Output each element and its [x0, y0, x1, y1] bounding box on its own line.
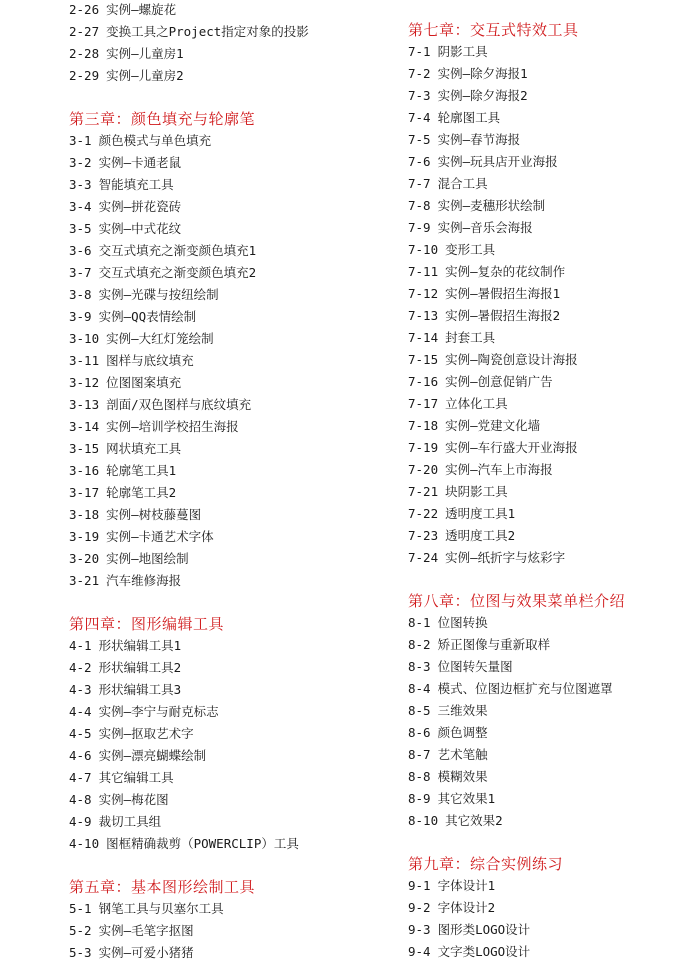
- lesson-number: 4-5: [69, 726, 92, 741]
- lesson-number: 3-2: [69, 155, 92, 170]
- toc-item: [69, 548, 399, 570]
- lesson-number: 7-4: [408, 110, 431, 125]
- lesson-title: 变形工具: [445, 242, 496, 257]
- toc-item: [408, 173, 700, 195]
- lesson-number: 5-2: [69, 923, 92, 938]
- toc-item: [408, 393, 700, 415]
- lesson-title: 实例—抠取艺术字: [98, 726, 194, 741]
- lesson-number: 3-4: [69, 199, 92, 214]
- lesson-title: 实例—培训学校招生海报: [106, 419, 239, 434]
- toc-item: [69, 635, 399, 657]
- lesson-title: 实例—陶瓷创意设计海报: [445, 352, 578, 367]
- lesson-title: 实例—螺旋花: [106, 2, 177, 17]
- toc-item: [408, 195, 700, 217]
- chapter-heading: 第四章：图形编辑工具: [69, 615, 225, 633]
- lesson-number: 7-7: [408, 176, 431, 191]
- lesson-number: 2-28: [69, 46, 100, 61]
- chapter-heading: 第五章：基本图形绘制工具: [69, 878, 256, 896]
- toc-item: [69, 745, 399, 767]
- lesson-number: 7-3: [408, 88, 431, 103]
- lesson-title: 位图转矢量图: [437, 659, 513, 674]
- lesson-number: 3-15: [69, 441, 100, 456]
- lesson-title: 实例—卡通艺术字体: [106, 529, 214, 544]
- lesson-title: 实例—春节海报: [437, 132, 521, 147]
- lesson-number: 3-20: [69, 551, 100, 566]
- lesson-number: 3-6: [69, 243, 92, 258]
- lesson-title: 实例—麦穗形状绘制: [437, 198, 546, 213]
- lesson-title: 实例—除夕海报2: [437, 88, 528, 103]
- toc-item: [408, 349, 700, 371]
- lesson-number: 7-11: [408, 264, 439, 279]
- toc-item: [69, 679, 399, 701]
- lesson-title: 智能填充工具: [98, 177, 174, 192]
- lesson-title: 实例—李宁与耐克标志: [98, 704, 219, 719]
- lesson-title: 阴影工具: [437, 44, 488, 59]
- toc-item: [408, 371, 700, 393]
- toc-item: [408, 525, 700, 547]
- section-gap: [69, 87, 399, 108]
- lesson-number: 8-10: [408, 813, 439, 828]
- toc-item: [69, 196, 399, 218]
- lesson-number: 8-6: [408, 725, 431, 740]
- lesson-number: 7-22: [408, 506, 439, 521]
- toc-item: [408, 700, 700, 722]
- lesson-number: 7-10: [408, 242, 439, 257]
- lesson-title: 透明度工具1: [445, 506, 516, 521]
- lesson-title: 颜色模式与单色填充: [98, 133, 212, 148]
- lesson-title: 实例—梅花图: [98, 792, 169, 807]
- lesson-number: 8-7: [408, 747, 431, 762]
- lesson-number: 7-20: [408, 462, 439, 477]
- toc-item: [408, 437, 700, 459]
- lesson-title: 实例—卡通老鼠: [98, 155, 182, 170]
- lesson-title: 实例—儿童房2: [106, 68, 184, 83]
- lesson-title: 裁切工具组: [98, 814, 162, 829]
- toc-item: [408, 788, 700, 810]
- lesson-number: 3-18: [69, 507, 100, 522]
- toc-item: [69, 416, 399, 438]
- lesson-title: 实例—大红灯笼绘制: [106, 331, 214, 346]
- toc-item: [408, 875, 700, 897]
- lesson-number: 7-15: [408, 352, 439, 367]
- lesson-number: 3-16: [69, 463, 100, 478]
- toc-item: [69, 174, 399, 196]
- lesson-number: 3-12: [69, 375, 100, 390]
- toc-item: [408, 481, 700, 503]
- toc-item: [408, 283, 700, 305]
- toc-item: [69, 789, 399, 811]
- toc-item: [408, 459, 700, 481]
- toc-item: [69, 218, 399, 240]
- toc-item: [408, 107, 700, 129]
- lesson-title: 实例—汽车上市海报: [445, 462, 553, 477]
- toc-item: [69, 65, 399, 87]
- lesson-number: 7-16: [408, 374, 439, 389]
- lesson-number: 8-2: [408, 637, 431, 652]
- toc-item: [408, 41, 700, 63]
- lesson-number: 3-14: [69, 419, 100, 434]
- toc-item: [69, 21, 399, 43]
- lesson-title: 交互式填充之渐变颜色填充1: [98, 243, 257, 258]
- lesson-number: 3-7: [69, 265, 92, 280]
- toc-item: [408, 722, 700, 744]
- lesson-number: 4-7: [69, 770, 92, 785]
- lesson-number: 2-26: [69, 2, 100, 17]
- toc-item: [408, 941, 700, 963]
- lesson-title: 模式、位图边框扩充与位图遮罩: [437, 681, 613, 696]
- lesson-number: 9-1: [408, 878, 431, 893]
- toc-item: [408, 766, 700, 788]
- toc-item: [408, 656, 700, 678]
- chapter-heading: 第八章：位图与效果菜单栏介绍: [408, 592, 626, 610]
- lesson-title: 网状填充工具: [106, 441, 182, 456]
- lesson-number: 4-9: [69, 814, 92, 829]
- lesson-title: 矫正图像与重新取样: [437, 637, 551, 652]
- lesson-number: 3-8: [69, 287, 92, 302]
- section-gap: [69, 855, 399, 876]
- lesson-title: 实例—暑假招生海报1: [445, 286, 561, 301]
- lesson-number: 8-5: [408, 703, 431, 718]
- lesson-number: 7-9: [408, 220, 431, 235]
- section-gap: [408, 569, 700, 590]
- lesson-title: 实例—树枝藤蔓图: [106, 507, 202, 522]
- toc-item: [408, 151, 700, 173]
- toc-item: [408, 415, 700, 437]
- lesson-title: 轮廓图工具: [437, 110, 501, 125]
- toc-item: [408, 239, 700, 261]
- lesson-title: 实例—除夕海报1: [437, 66, 528, 81]
- lesson-number: 8-9: [408, 791, 431, 806]
- lesson-title: 实例—拼花瓷砖: [98, 199, 182, 214]
- lesson-number: 7-18: [408, 418, 439, 433]
- lesson-title: 实例—毛笔字抠图: [98, 923, 194, 938]
- lesson-title: 透明度工具2: [445, 528, 516, 543]
- toc-item: [69, 460, 399, 482]
- lesson-title: 文字类LOGO设计: [437, 944, 531, 959]
- lesson-number: 4-10: [69, 836, 100, 851]
- lesson-number: 9-2: [408, 900, 431, 915]
- toc-item: [408, 919, 700, 941]
- toc-item: [408, 217, 700, 239]
- lesson-title: 颜色调整: [437, 725, 488, 740]
- lesson-title: 立体化工具: [445, 396, 508, 411]
- lesson-number: 3-1: [69, 133, 92, 148]
- toc-item: [69, 372, 399, 394]
- section-gap: [69, 592, 399, 613]
- lesson-number: 4-3: [69, 682, 92, 697]
- lesson-number: 7-21: [408, 484, 439, 499]
- lesson-number: 3-3: [69, 177, 92, 192]
- toc-item: [69, 723, 399, 745]
- toc-item: [69, 482, 399, 504]
- lesson-title: 其它效果1: [437, 791, 496, 806]
- lesson-title: 艺术笔触: [437, 747, 488, 762]
- lesson-title: 剖面/双色图样与底纹填充: [106, 397, 252, 412]
- lesson-title: 图样与底纹填充: [106, 353, 194, 368]
- lesson-title: 块阴影工具: [445, 484, 508, 499]
- lesson-number: 7-12: [408, 286, 439, 301]
- toc-item: [69, 306, 399, 328]
- lesson-number: 3-5: [69, 221, 92, 236]
- lesson-number: 2-29: [69, 68, 100, 83]
- toc-item: [69, 657, 399, 679]
- toc-item: [408, 897, 700, 919]
- lesson-number: 4-2: [69, 660, 92, 675]
- lesson-title: 实例—中式花纹: [98, 221, 182, 236]
- toc-item: [408, 634, 700, 656]
- lesson-title: 图框精确裁剪（POWERCLIP）工具: [106, 836, 299, 851]
- lesson-number: 7-5: [408, 132, 431, 147]
- lesson-title: 实例—可爱小猪猪: [98, 945, 194, 960]
- toc-item: [69, 811, 399, 833]
- lesson-title: 实例—儿童房1: [106, 46, 184, 61]
- lesson-title: 轮廓笔工具2: [106, 485, 177, 500]
- lesson-title: 字体设计2: [437, 900, 496, 915]
- lesson-number: 5-1: [69, 901, 92, 916]
- lesson-title: 实例—光碟与按纽绘制: [98, 287, 219, 302]
- toc-item: [408, 744, 700, 766]
- chapter-heading: 第三章：颜色填充与轮廓笔: [69, 110, 256, 128]
- lesson-title: 实例—玩具店开业海报: [437, 154, 558, 169]
- lesson-number: 3-11: [69, 353, 100, 368]
- lesson-number: 7-17: [408, 396, 439, 411]
- lesson-title: 轮廓笔工具1: [106, 463, 177, 478]
- lesson-title: 字体设计1: [437, 878, 496, 893]
- lesson-number: 8-4: [408, 681, 431, 696]
- toc-item: [408, 327, 700, 349]
- toc-item: [69, 394, 399, 416]
- lesson-number: 7-14: [408, 330, 439, 345]
- lesson-title: 其它效果2: [445, 813, 503, 828]
- lesson-title: 三维效果: [437, 703, 488, 718]
- lesson-title: 实例—地图绘制: [106, 551, 189, 566]
- toc-item: [69, 152, 399, 174]
- chapter-heading: 第九章：综合实例练习: [408, 855, 564, 873]
- lesson-title: 混合工具: [437, 176, 488, 191]
- toc-item: [69, 130, 399, 152]
- toc-item: [69, 43, 399, 65]
- toc-item: [69, 526, 399, 548]
- toc-item: [408, 63, 700, 85]
- toc-item: [69, 570, 399, 592]
- toc-item: [69, 328, 399, 350]
- lesson-title: 实例—暑假招生海报2: [445, 308, 561, 323]
- lesson-number: 7-8: [408, 198, 431, 213]
- lesson-title: 形状编辑工具3: [98, 682, 182, 697]
- lesson-number: 8-3: [408, 659, 431, 674]
- lesson-title: 实例—复杂的花纹制作: [445, 264, 566, 279]
- lesson-number: 8-8: [408, 769, 431, 784]
- toc-item: [408, 612, 700, 634]
- toc-item: [408, 261, 700, 283]
- lesson-number: 7-23: [408, 528, 439, 543]
- toc-item: [408, 547, 700, 569]
- lesson-number: 4-8: [69, 792, 92, 807]
- toc-item: [69, 284, 399, 306]
- toc-item: [69, 701, 399, 723]
- lesson-title: 钢笔工具与贝塞尔工具: [98, 901, 224, 916]
- toc-left-column: [69, 0, 399, 964]
- toc-item: [408, 678, 700, 700]
- lesson-number: 4-4: [69, 704, 92, 719]
- toc-item: [69, 240, 399, 262]
- lesson-number: 9-3: [408, 922, 431, 937]
- toc-item: [408, 503, 700, 525]
- lesson-title: 变换工具之Project指定对象的投影: [106, 24, 309, 39]
- lesson-title: 实例—车行盛大开业海报: [445, 440, 578, 455]
- lesson-number: 7-2: [408, 66, 431, 81]
- lesson-number: 3-9: [69, 309, 92, 324]
- lesson-number: 2-27: [69, 24, 100, 39]
- lesson-number: 7-1: [408, 44, 431, 59]
- lesson-title: 位图转换: [437, 615, 488, 630]
- toc-item: [69, 920, 399, 942]
- lesson-number: 8-1: [408, 615, 431, 630]
- toc-item: [408, 129, 700, 151]
- lesson-number: 5-3: [69, 945, 92, 960]
- toc-item: [69, 0, 399, 21]
- lesson-number: 4-1: [69, 638, 92, 653]
- lesson-title: 实例—QQ表情绘制: [98, 309, 197, 324]
- toc-item: [69, 767, 399, 789]
- lesson-number: 3-13: [69, 397, 100, 412]
- lesson-number: 7-13: [408, 308, 439, 323]
- lesson-title: 实例—音乐会海报: [437, 220, 533, 235]
- lesson-number: 7-6: [408, 154, 431, 169]
- lesson-title: 实例—漂亮蝴蝶绘制: [98, 748, 207, 763]
- lesson-title: 模糊效果: [437, 769, 488, 784]
- lesson-title: 封套工具: [445, 330, 496, 345]
- lesson-title: 其它编辑工具: [98, 770, 174, 785]
- lesson-number: 7-19: [408, 440, 439, 455]
- lesson-title: 实例—创意促销广告: [445, 374, 553, 389]
- toc-item: [69, 833, 399, 855]
- section-gap: [408, 832, 700, 853]
- lesson-number: 4-6: [69, 748, 92, 763]
- toc-item: [69, 438, 399, 460]
- lesson-number: 3-21: [69, 573, 100, 588]
- lesson-title: 形状编辑工具2: [98, 660, 182, 675]
- lesson-title: 位图图案填充: [106, 375, 182, 390]
- lesson-title: 汽车维修海报: [106, 573, 182, 588]
- toc-item: [69, 942, 399, 964]
- toc-item: [69, 898, 399, 920]
- lesson-number: 9-4: [408, 944, 431, 959]
- toc-item: [69, 262, 399, 284]
- lesson-number: 3-10: [69, 331, 100, 346]
- toc-item: [408, 85, 700, 107]
- lesson-title: 图形类LOGO设计: [437, 922, 531, 937]
- lesson-number: 7-24: [408, 550, 439, 565]
- toc-item: [408, 305, 700, 327]
- lesson-number: 3-17: [69, 485, 100, 500]
- toc-item: [69, 350, 399, 372]
- lesson-title: 实例—党建文化墙: [445, 418, 541, 433]
- lesson-title: 实例—纸折字与炫彩字: [445, 550, 566, 565]
- toc-item: [408, 810, 700, 832]
- toc-item: [69, 504, 399, 526]
- lesson-title: 形状编辑工具1: [98, 638, 182, 653]
- lesson-title: 交互式填充之渐变颜色填充2: [98, 265, 257, 280]
- toc-right-column: [408, 19, 700, 963]
- lesson-number: 3-19: [69, 529, 100, 544]
- chapter-heading: 第七章：交互式特效工具: [408, 21, 579, 39]
